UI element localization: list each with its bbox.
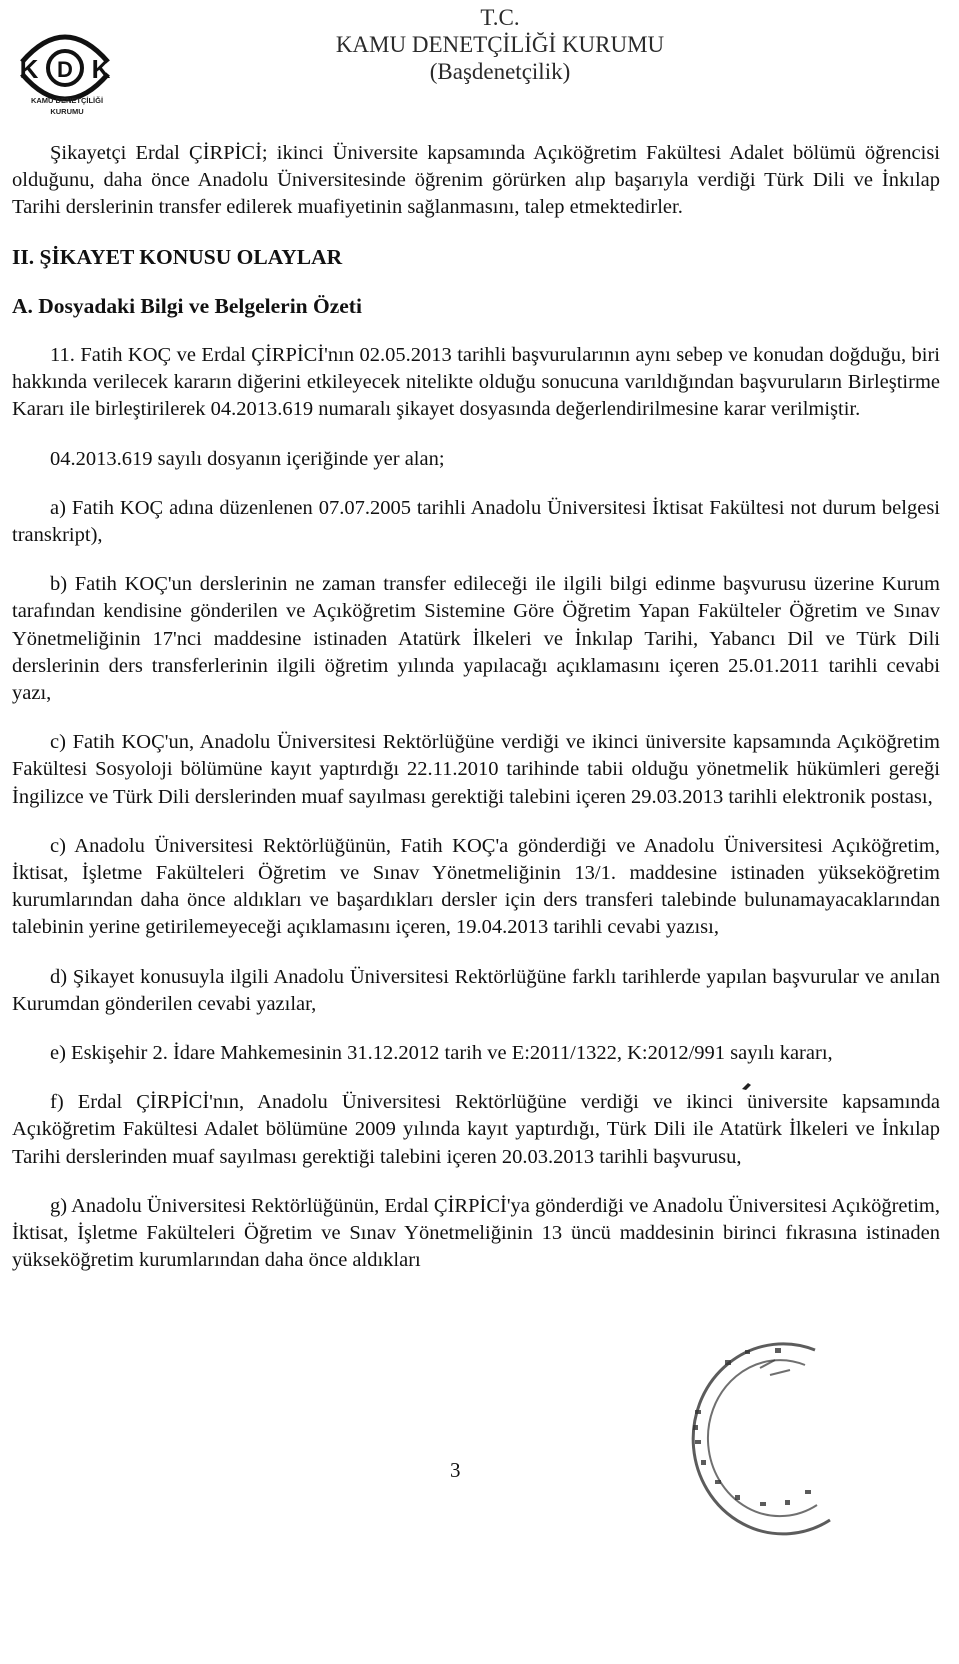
document-header (250, 4, 750, 85)
ink-mark-icon (742, 1082, 752, 1090)
logo-letter-d: D (57, 57, 73, 82)
paragraph-11: 11. Fatih KOÇ ve Erdal ÇİRPİCİ'nın 02.05.2013 tarihli başvurularının aynı sebep ve konudan doğduğu, biri hakkında verilecek kararın diğerini etkileyecek nitelikte olduğu sonucuna varıldığından başvuruların Birleştirme Kararı ile birleştirilerek 04.2013.619 numaralı şikayet dosyasında değerlendirilmesine karar verilmiştir. (12, 344, 940, 421)
logo-caption-line1: KAMU DENETÇİLİĞİ (30, 96, 104, 105)
logo-caption-line2: KURUMU (50, 107, 84, 116)
item-d: d) Şikayet konusuyla ilgili Anadolu Üniversitesi Rektörlüğüne farklı tarihlerde yapılan başvurular ve anılan Kurumdan gönderilen cevabi yazılar, (12, 965, 940, 1015)
file-contents-intro: 04.2013.619 sayılı dosyanın içeriğinde yer alan; (50, 447, 445, 470)
header-institution: KAMU DENETÇİLİĞİ KURUMU (335, 32, 665, 57)
intro-paragraph: Şikayetçi Erdal ÇİRPİCİ; ikinci Üniversite kapsamında Açıköğretim Fakültesi Adalet bölümü öğrencisi olduğunu, daha önce Anadolu Üniversitesinde öğrenim görürken alıp başarıyla verdiği Türk Dili ve İnkılap Tarihi derslerinin transfer edilerek muafiyetinin sağlanmasını, talep etmektedirler. (12, 142, 940, 219)
item-f: f) Erdal ÇİRPİCİ'nın, Anadolu Üniversitesi Rektörlüğüne verdiği ve ikinci üniversite kapsamında Açıköğretim Fakültesi Adalet bölümüne 2009 yılında kayıt yaptırdığı, Türk Dili ile Atatürk İlkeleri ve İnkılap Tarihi derslerinden muaf sayılması gerektiği talebini içeren 20.03.2013 tarihli başvurusu, (12, 1091, 940, 1168)
official-stamp-icon (665, 1320, 845, 1550)
subsection-heading: A. Dosyadaki Bilgi ve Belgelerin Özeti (12, 293, 362, 318)
header-unit: (Başdenetçilik) (429, 59, 571, 84)
document-body (12, 140, 940, 1297)
header-country: T.C. (480, 5, 520, 30)
item-b: b) Fatih KOÇ'un derslerinin ne zaman transfer edileceği ile ilgili bilgi edinme başvurusu üzerine Kurum tarafından kendisine gönderilen ve Açıköğretim Sistemine Göre Öğretim Yapan Fakülteler Öğretim ve Sınav Yönetmeliğinin 17'nci maddesine istinaden Atatürk İlkeleri ve İnkılap Tarihi, Yabancı Dil ve Türk Dili derslerinin ders transferlerinin ilgili öğretim yılında yapılacağı açıklamasını içeren 25.01.2011 tarihli cevabi yazı, (12, 573, 940, 705)
section-heading: II. ŞİKAYET KONUSU OLAYLAR (12, 244, 343, 269)
page-number: 3 (450, 1458, 461, 1482)
item-a: a) Fatih KOÇ adına düzenlenen 07.07.2005 tarihli Anadolu Üniversitesi İktisat Fakültesi not durum belgesi transkript), (12, 496, 940, 547)
logo-letter-k-left: K (19, 54, 39, 84)
item-c-second: c) Anadolu Üniversitesi Rektörlüğünün, Fatih KOÇ'a gönderdiği ve Anadolu Üniversitesi Açıköğretim, İktisat, İşletme Fakülteleri Öğretim ve Sınav Yönetmeliğinin 13/1. maddesine istinaden yükseköğretim kurumlarından daha önce aldıkları ve başardıkları dersler için ders transferi talebinde bulunamayacaklarından talebinin yerine getirilemeyeceği açıklamasını içeren, 19.04.2013 tarihli cevabi yazısı, (12, 834, 940, 939)
item-c-first: c) Fatih KOÇ'un, Anadolu Üniversitesi Rektörlüğüne verdiği ve ikinci üniversite kapsamında Açıköğretim Fakültesi Sosyoloji bölümüne kayıt yaptırdığı 22.11.2010 tarihinde tabii olduğu yönetmelik hükümleri gereği İngilizce ve Türk Dili derslerinden muaf sayılması gerektiği talebini içeren 29.03.2013 tarihli elektronik postası, (12, 731, 940, 808)
logo-caption (12, 95, 122, 117)
logo-letter-k-right: K (91, 54, 111, 84)
item-g: g) Anadolu Üniversitesi Rektörlüğünün, Erdal ÇİRPİCİ'ya gönderdiği ve Anadolu Üniversitesi Açıköğretim, İktisat, İşletme Fakülteleri Öğretim ve Sınav Yönetmeliğinin 13 üncü maddesinin birinci fıkrasına istinaden yükseköğretim kurumlarından daha önce aldıkları (12, 1194, 940, 1272)
item-e: e) Eskişehir 2. İdare Mahkemesinin 31.12.2012 tarih ve E:2011/1322, K:2012/991 sayılı kararı, (50, 1042, 833, 1065)
